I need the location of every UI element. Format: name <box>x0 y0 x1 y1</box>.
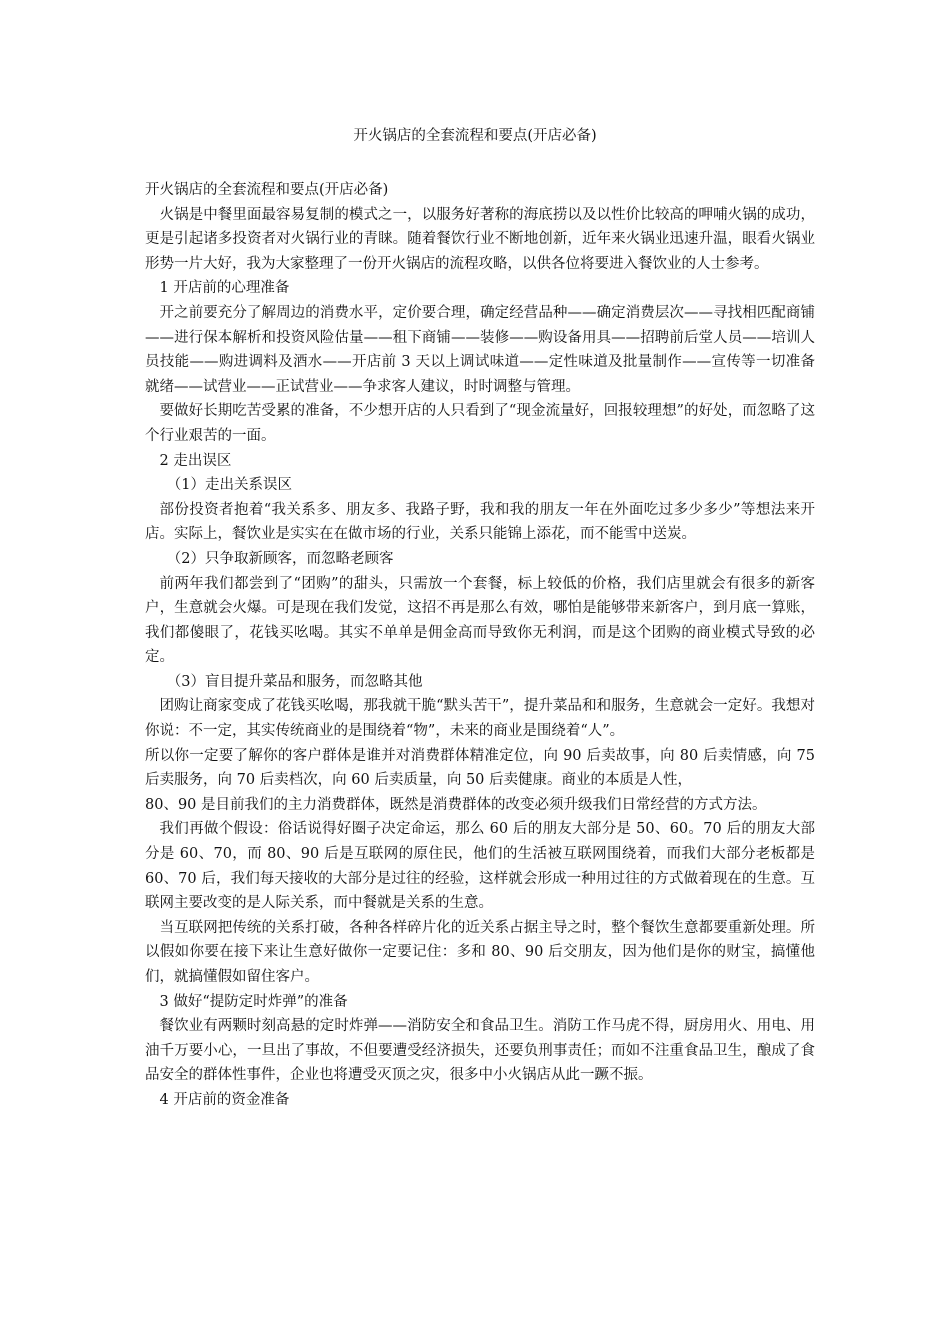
paragraph-safety-risks: 餐饮业有两颗时刻高悬的定时炸弹——消防安全和食品卫生。消防工作马虎不得，厨房用火、用电、用油千万要小心，一旦出了事故，不但要遭受经济损失，还要负刑事责任；而如不注重食品卫生，酿成了食品安全的群体性事件，企业也将遭受灭顶之灾，很多中小火锅店从此一蹶不振。 <box>145 1018 815 1084</box>
body-heading: 开火锅店的全套流程和要点(开店必备) <box>145 182 389 198</box>
paragraph-main-consumers: 80、90 是目前我们的主力消费群体，既然是消费群体的改变必须升级我们日常经营的方式方法。 <box>145 796 767 813</box>
subheading-dishes-and-service: （3）盲目提升菜品和服务，而忽略其他 <box>166 673 423 690</box>
subheading-relationship-misconception: （1）走出关系误区 <box>166 477 292 494</box>
paragraph-relationship-misconception: 部份投资者抱着“我关系多、朋友多、我路子野，我和我的朋友一年在外面吃过多少多少”等想法来开店。实际上，餐饮业是实实在在做市场的行业，关系只能锦上添花，而不能雪中送炭。 <box>145 501 815 543</box>
paragraph-people-centered-business: 团购让商家变成了花钱买吆喝，那我就干脆“默头苦干”，提升菜品和和服务，生意就会一定好。我想对你说：不一定，其实传统商业的是围绕着“物”，未来的商业是围绕着“人”。 <box>145 698 815 740</box>
section-heading-2: 2 走出误区 <box>159 452 232 469</box>
paragraph-hardship-preparation: 要做好长期吃苦受累的准备，不少想开店的人只看到了“现金流量好，回报较理想”的好处，而忽略了这个行业艰苦的一面。 <box>145 403 815 444</box>
intro-paragraph: 火锅是中餐里面最容易复制的模式之一，以服务好著称的海底捞以及以性价比较高的呷哺火锅的成功，更是引起诸多投资者对火锅行业的青睐。随着餐饮行业不断地创新，近年来火锅业迅速升温，眼看火锅业形势一片大好，我为大家整理了一份开火锅店的流程攻略，以供各位将要进入餐饮业的人士参考。 <box>145 206 815 272</box>
paragraph-opening-process: 开之前要充分了解周边的消费水平，定价要合理，确定经营品种——确定消费层次——寻找相匹配商铺——进行保本解析和投资风险估量——租下商铺——装修——购设备用具——招聘前后堂人员——培训人员技能——购进调料及酒水——开店前 3 天以上调试味道——定性味道及批量制作——宣传等一切准备就绪——试营业——正试营业——争求客人建议，时时调整与管理。 <box>145 304 815 395</box>
section-heading-4: 4 开店前的资金准备 <box>159 1091 290 1108</box>
section-heading-1: 1 开店前的心理准备 <box>159 280 290 297</box>
section-heading-3: 3 做好“提防定时炸弹”的准备 <box>159 993 348 1010</box>
document-body <box>145 178 815 1113</box>
paragraph-customer-groups: 所以你一定要了解你的客户群体是谁并对消费群体精准定位，向 90 后卖故事，向 80 后卖情感，向 75 后卖服务，向 70 后卖档次，向 60 后卖质量，向 50 后卖健康。商业的本质是人性， <box>145 747 815 789</box>
paragraph-generation-hypothesis: 我们再做个假设：俗话说得好圈子决定命运，那么 60 后的朋友大部分是 50、60。70 后的朋友大部分是 60、70，而 80、90 后是互联网的原住民，他们的生活被互联网围绕着，而我们大部分老板都是 60、70 后，我们每天接收的大部分是过往的经验，这样就会形成一种用过往的方式做着现在的生意。互联网主要改变的是人际关系，而中餐就是关系的生意。 <box>145 821 815 912</box>
paragraph-group-buying: 前两年我们都尝到了“团购”的甜头，只需放一个套餐，标上较低的价格，我们店里就会有很多的新客户，生意就会火爆。可是现在我们发觉，这招不再是那么有效，哪怕是能够带来新客户，到月底一算账，我们都傻眼了，花钱买吆喝。其实不单单是佣金高而导致你无利润，而是这个团购的商业模式导致的必定。 <box>145 575 815 666</box>
subheading-new-customers: （2）只争取新顾客，而忽略老顾客 <box>166 550 394 567</box>
document-title: 开火锅店的全套流程和要点(开店必备) <box>353 128 597 144</box>
paragraph-internet-relationships: 当互联网把传统的关系打破，各种各样碎片化的近关系占据主导之时，整个餐饮生意都要重新处理。所以假如你要在接下来让生意好做你一定要记住：多和 80、90 后交朋友，因为他们是你的财宝，搞懂他们，就搞懂假如留住客户。 <box>145 919 815 985</box>
